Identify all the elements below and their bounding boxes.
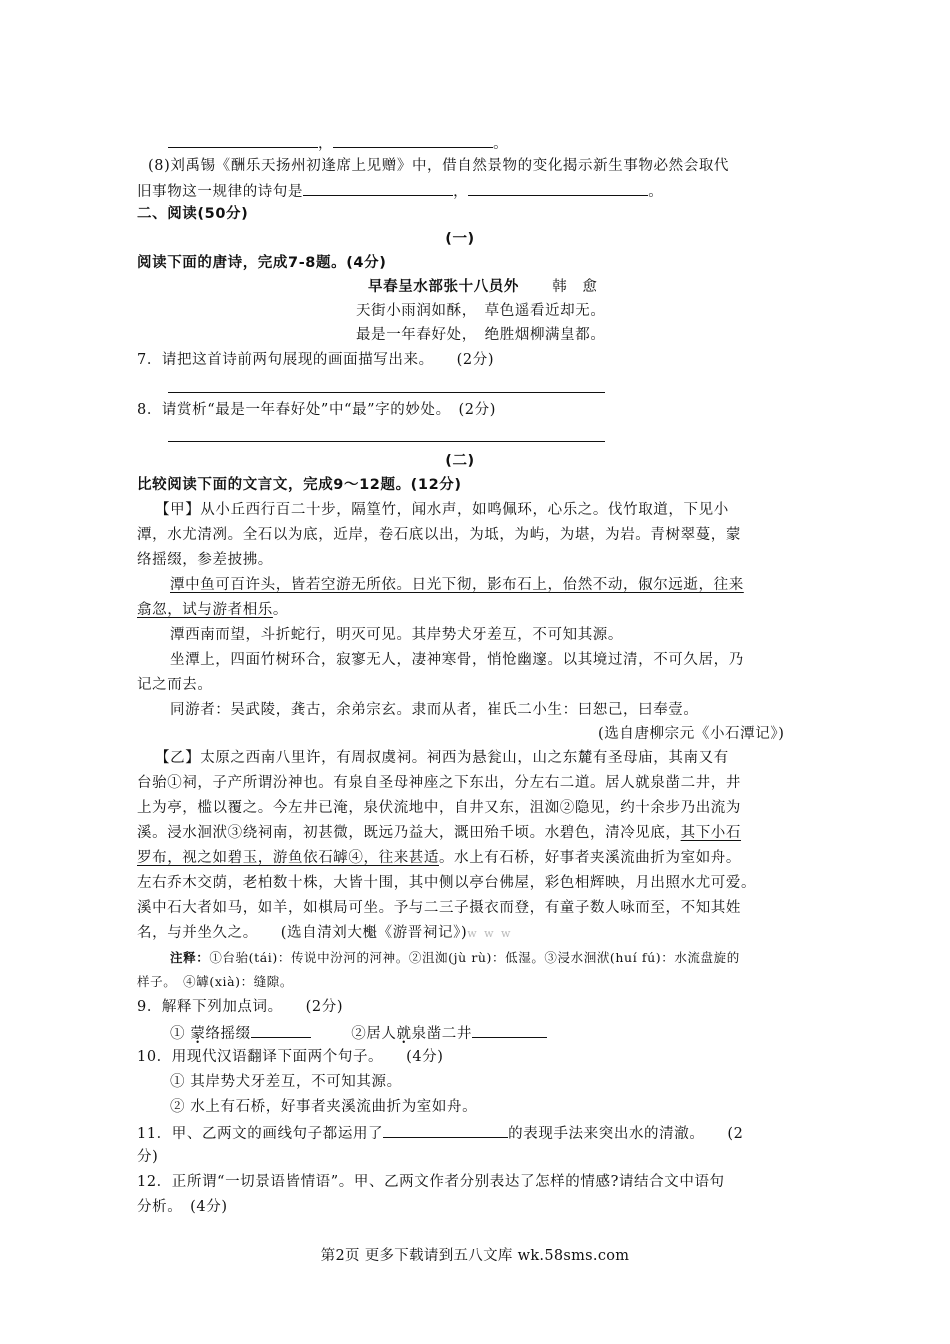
passage-yi-line: 【乙】太原之西南八里许，有周叔虞祠。祠西为悬瓮山，山之东麓有圣母庙，其南又有 [155, 750, 729, 766]
passage-jia-line: 潭，水尤清冽。全石以为底，近岸，卷石底以出，为坻，为屿，为堪，为岩。青树翠蔓，蒙 [137, 527, 741, 543]
poem-line-1: 天街小雨润如酥， 草色遥看近却无。 [356, 303, 606, 319]
passage-yi-underlined: 罗布，视之如碧玉，游鱼依石罅④，往来甚适 [137, 850, 439, 866]
question-12: 12．正所谓“一切景语皆情语”。甲、乙两文作者分别表达了怎样的情感?请结合文中语句 [137, 1174, 725, 1190]
question-10-item: ② 水上有石桥，好事者夹溪流曲折为室如舟。 [170, 1099, 478, 1115]
question-10: 10．用现代汉语翻译下面两个句子。 (4分) [137, 1049, 444, 1065]
passage-yi-line: 台骀①祠，子产所谓汾神也。有泉自圣母神座之下东出，分左右二道。居人就泉凿二井，井 [137, 775, 741, 791]
question-12-cont: 分析。 (4分) [137, 1199, 228, 1215]
answer-blank[interactable] [472, 1022, 547, 1038]
question-8: 8．请赏析“最是一年春好处”中“最”字的妙处。 (2分) [137, 402, 496, 418]
part-label-1: (一) [445, 231, 475, 247]
passage-jia-underlined: 潭中鱼可百许头，皆若空游无所依。日光下彻，影布石上，佁然不动，俶尔远逝，往来 [170, 577, 744, 593]
answer-blank[interactable] [303, 180, 453, 196]
question-9-items: ① 蒙络摇缀 ②居人就泉凿二井 [170, 1022, 547, 1044]
answer-blank[interactable] [333, 132, 493, 148]
passage-jia-line: 坐潭上，四面竹树环合，寂寥无人，凄神寒骨，悄怆幽邃。以其境过清，不可久居，乃 [170, 652, 744, 668]
q8-fill-line1: (8)刘禹锡《酬乐天扬州初逢席上见赠》中，借自然景物的变化揭示新生事物必然会取代 [148, 158, 730, 174]
question-9: 9．解释下列加点词。 (2分) [137, 999, 344, 1015]
passage-yi-line: 罗布，视之如碧玉，游鱼依石罅④，往来甚适。水上有石桥，好事者夹溪流曲折为室如舟。 [137, 850, 741, 866]
annotation-label: 注释： [170, 950, 210, 965]
poem-author: 韩 愈 [552, 279, 598, 295]
fill-line-prev: ， 。 [168, 132, 508, 154]
page-footer: 第2页 更多下载请到五八文库 wk.58sms.com [320, 1248, 630, 1264]
poem-header [368, 277, 598, 297]
passage-jia-line: 【甲】从小丘西行百二十步，隔篁竹，闻水声，如鸣佩环，心乐之。伐竹取道，下见小 [155, 502, 729, 518]
q8-fill-line2: 旧事物这一规律的诗句是 ， 。 [137, 180, 663, 202]
answer-blank[interactable] [468, 180, 648, 196]
question-10-item: ① 其岸势犬牙差互，不可知其源。 [170, 1074, 402, 1090]
passage-yi-underlined: 其下小石 [680, 825, 742, 841]
answer-blank[interactable] [251, 1022, 311, 1038]
passage-yi-line: 上为亭，槛以覆之。今左井已淹，泉伏流地中，自井又东，沮洳②隐见，约十余步乃出流为 [137, 800, 741, 816]
annotation-line: 注释：①台骀(tái)：传说中汾河的河神。②沮洳(jù rù)：低湿。③浸水洄洑(huí fú)：水流盘旋的 [170, 950, 740, 965]
watermark-text: w w w [467, 927, 513, 940]
part-label-2: (二) [445, 453, 475, 469]
answer-blank[interactable] [168, 132, 318, 148]
question-11-cont: 分) [137, 1149, 159, 1165]
passage-jia-line: 潭西南而望，斗折蛇行，明灭可见。其岸势犬牙差互，不可知其源。 [170, 627, 623, 643]
answer-line-q7[interactable] [168, 392, 605, 393]
section-heading-reading: 二、阅读(50分) [137, 206, 249, 222]
passage-jia-source: (选自唐柳宗元《小石潭记》) [598, 726, 785, 742]
dotted-word: 就 [396, 1026, 412, 1042]
question-11: 11．甲、乙两文的画线句子都运用了 的表现手法来突出水的清澈。 (2 [137, 1122, 744, 1144]
part1-instruction: 阅读下面的唐诗，完成7-8题。(4分) [137, 255, 387, 271]
passage-yi-line: 名，与并坐久之。 (选自清刘大櫆《游晋祠记》)w w w [137, 925, 513, 941]
passage-yi-line: 左右乔木交荫，老柏数十株，大皆十围，其中侧以亭台佛屋，彩色相辉映，月出照水尤可爱。 [137, 875, 757, 891]
poem-title: 早春呈水部张十八员外 [368, 279, 519, 295]
annotation-line: 样子。 ④罅(xià)：缝隙。 [137, 974, 294, 989]
answer-blank[interactable] [383, 1122, 508, 1138]
question-7: 7．请把这首诗前两句展现的画面描写出来。 (2分) [137, 352, 495, 368]
dotted-word: 蒙 [190, 1026, 206, 1042]
passage-jia-underlined: 翕忽，试与游者相乐 [137, 602, 273, 618]
passage-jia-line: 记之而去。 [137, 677, 213, 693]
passage-yi-line: 溪中石大者如马，如羊，如棋局可坐。予与二三子摄衣而登，有童子数人咏而至，不知其姓 [137, 900, 741, 916]
part2-instruction: 比较阅读下面的文言文，完成9～12题。(12分) [137, 477, 462, 493]
poem-line-2: 最是一年春好处， 绝胜烟柳满皇都。 [356, 327, 606, 343]
passage-jia-line: 翕忽，试与游者相乐。 [137, 602, 289, 618]
passage-jia-line: 同游者：吴武陵，龚古，余弟宗玄。隶而从者，崔氏二小生：曰恕己，曰奉壹。 [170, 702, 699, 718]
passage-jia-line: 络摇缀，参差披拂。 [137, 552, 273, 568]
answer-line-q8[interactable] [168, 441, 605, 442]
passage-yi-line: 溪。浸水洄洑③绕祠南，初甚微，既远乃益大，溉田殆千顷。水碧色，清冷见底，其下小石 [137, 825, 742, 841]
